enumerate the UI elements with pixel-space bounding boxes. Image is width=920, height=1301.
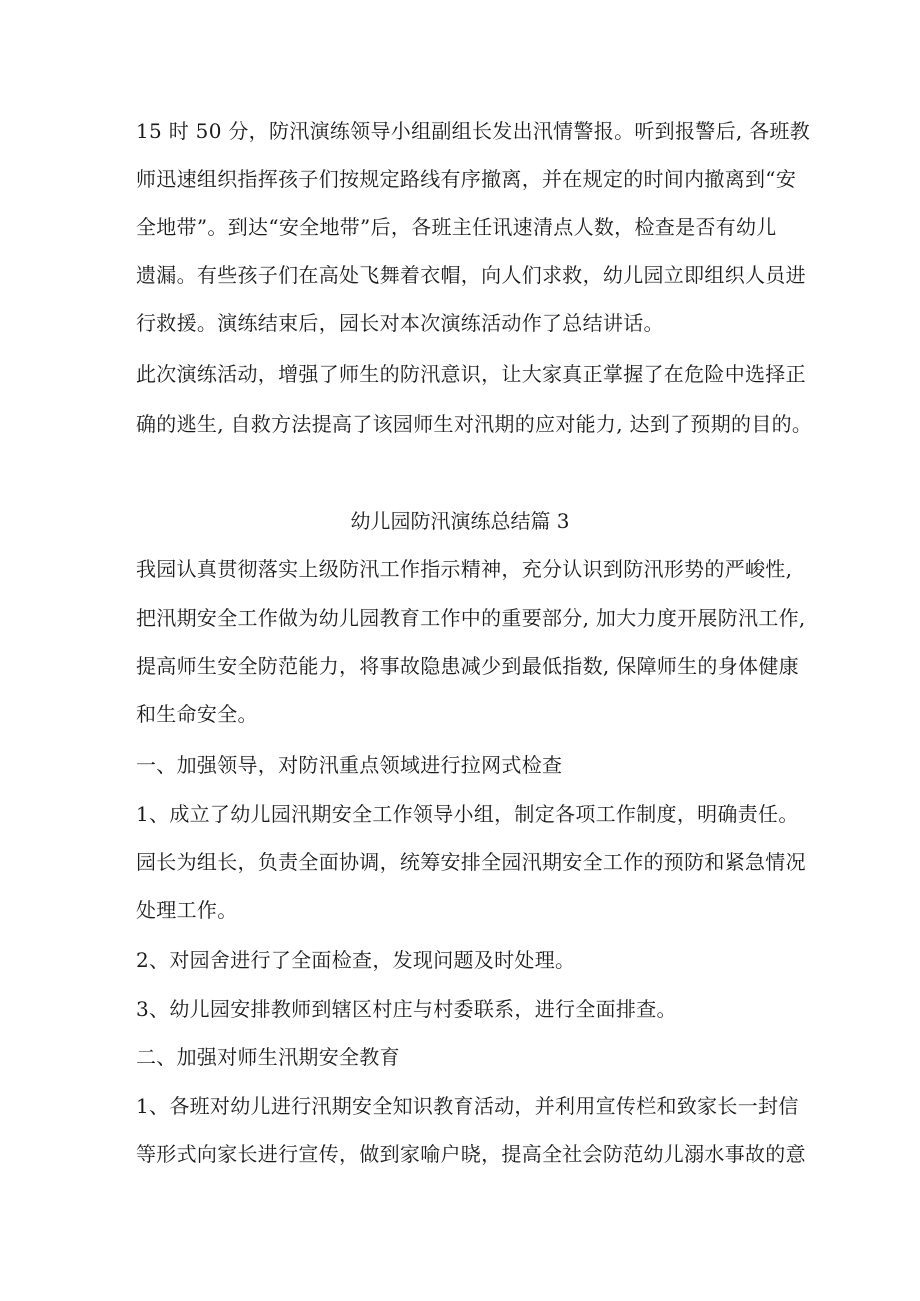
paragraph-line: 提高师生安全防范能力，将事故隐患减少到最低指数, 保障师生的身体健康 <box>136 654 799 678</box>
paragraph-line: 等形式向家长进行宣传，做到家喻户晓，提高全社会防范幼儿溺水事故的意 <box>136 1142 806 1166</box>
paragraph-line: 此次演练活动，增强了师生的防汛意识，让大家真正掌握了在危险中选择正 <box>136 362 806 386</box>
paragraph-line: 园长为组长，负责全面协调，统筹安排全园汛期安全工作的预防和紧急情况 <box>136 850 806 874</box>
paragraph-line: 遗漏。有些孩子们在高处飞舞着衣帽，向人们求救，幼儿园立即组织人员进 <box>136 263 806 287</box>
paragraph-line: 我园认真贯彻落实上级防汛工作指示精神，充分认识到防汛形势的严峻性, <box>136 557 793 581</box>
list-item: 1、各班对幼儿进行汛期安全知识教育活动，并利用宣传栏和致家长一封信 <box>136 1094 799 1118</box>
paragraph-line: 师迅速组织指挥孩子们按规定路线有序撤离，并在规定的时间内撤离到“安 <box>136 167 797 191</box>
section-title: 幼儿园防汛演练总结篇 3 <box>350 509 570 533</box>
heading-line: 二、加强对师生汛期安全教育 <box>136 1045 400 1069</box>
paragraph-line: 确的逃生, 自救方法提高了该园师生对汛期的应对能力, 达到了预期的目的。 <box>136 412 813 436</box>
list-item: 1、成立了幼儿园汛期安全工作领导小组，制定各项工作制度，明确责任。 <box>136 802 799 826</box>
paragraph-line: 把汛期安全工作做为幼儿园教育工作中的重要部分, 加大力度开展防汛工作, <box>136 606 806 630</box>
paragraph-line: 和生命安全。 <box>136 702 258 726</box>
paragraph-line: 处理工作。 <box>136 898 238 922</box>
paragraph-line: 行救援。演练结束后，园长对本次演练活动作了总结讲话。 <box>136 311 664 335</box>
paragraph-line: 全地带”。到达“安全地带”后，各班主任讯速清点人数，检查是否有幼儿 <box>136 215 777 239</box>
paragraph-line: 15 时 50 分，防汛演练领导小组副组长发出汛情警报。听到报警后, 各班教 <box>136 119 811 143</box>
heading-line: 一、加强领导，对防汛重点领域进行拉网式检查 <box>136 753 563 777</box>
list-item: 3、幼儿园安排教师到辖区村庄与村委联系，进行全面排查。 <box>136 997 677 1021</box>
list-item: 2、对园舍进行了全面检查，发现问题及时处理。 <box>136 948 576 972</box>
